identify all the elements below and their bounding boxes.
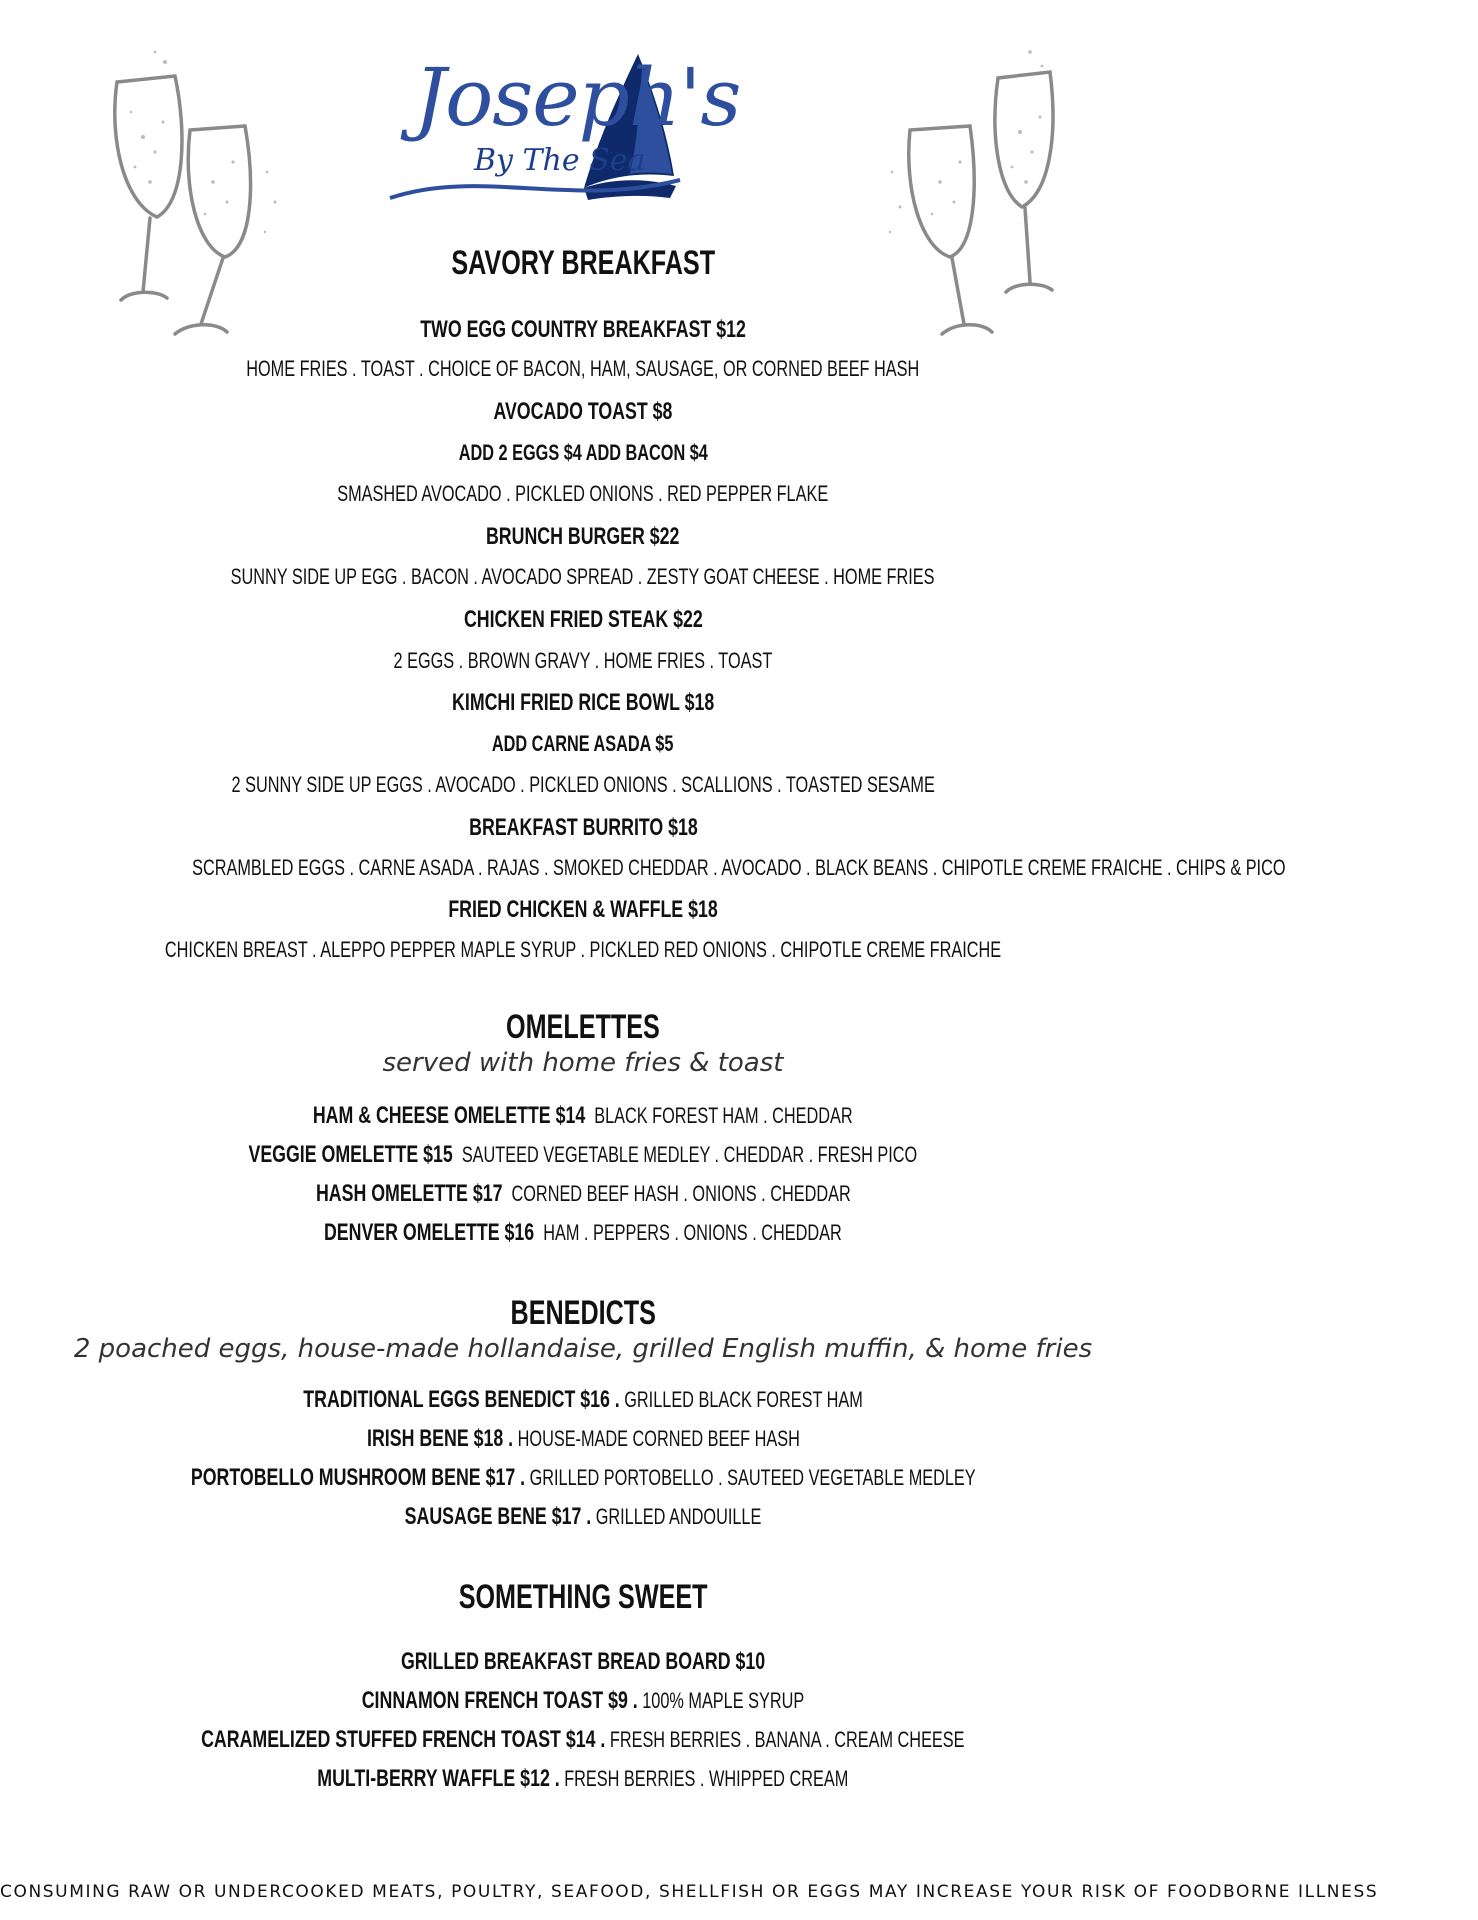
brand-tagline: By The Sea bbox=[474, 143, 646, 178]
section-subtitle-benedicts: 2 poached eggs, house-made hollandaise, grilled English muffin, & home fries bbox=[73, 1334, 1093, 1364]
item-name: CARAMELIZED STUFFED FRENCH TOAST $14 . bbox=[201, 1726, 606, 1753]
item-desc: BLACK FOREST HAM . CHEDDAR bbox=[594, 1103, 853, 1128]
item-name: HASH OMELETTE $17 bbox=[315, 1180, 503, 1207]
omelette-item bbox=[0, 1141, 1166, 1169]
menu-item-name: BRUNCH BURGER $22 bbox=[486, 523, 680, 550]
menu-item-desc: HOME FRIES . TOAST . CHOICE OF BACON, HAM, SAUSAGE, OR CORNED BEEF HASH bbox=[246, 356, 920, 381]
benedict-item bbox=[0, 1386, 1166, 1414]
footer-disclaimer: CONSUMING RAW OR UNDERCOOKED MEATS, POULTRY, SEAFOOD, SHELLFISH OR EGGS MAY INCREASE YOUR RISK OF FOODBORNE ILLNESS bbox=[0, 1882, 1379, 1902]
item-desc: GRILLED BLACK FOREST HAM bbox=[624, 1387, 863, 1412]
item-name: PORTOBELLO MUSHROOM BENE $17 . bbox=[190, 1464, 525, 1491]
item-desc: GRILLED PORTOBELLO . SAUTEED VEGETABLE MEDLEY bbox=[529, 1465, 976, 1490]
item-desc: CORNED BEEF HASH . ONIONS . CHEDDAR bbox=[511, 1181, 851, 1206]
item-name: VEGGIE OMELETTE $15 bbox=[248, 1141, 453, 1168]
benedict-item bbox=[0, 1464, 1166, 1492]
item-name: SAUSAGE BENE $17 . bbox=[404, 1503, 592, 1530]
item-desc: GRILLED ANDOUILLE bbox=[595, 1504, 762, 1529]
menu-item-name: BREAKFAST BURRITO $18 bbox=[468, 814, 698, 841]
item-name: GRILLED BREAKFAST BREAD BOARD $10 bbox=[400, 1648, 766, 1675]
menu-item-desc: CHICKEN BREAST . ALEPPO PEPPER MAPLE SYRUP . PICKLED RED ONIONS . CHIPOTLE CREME FRAICHE bbox=[164, 937, 1002, 962]
omelette-item bbox=[0, 1219, 1166, 1247]
sweet-item bbox=[0, 1726, 1166, 1754]
item-name: MULTI-BERRY WAFFLE $12 . bbox=[317, 1765, 560, 1792]
menu-item-name: AVOCADO TOAST $8 bbox=[493, 398, 673, 425]
item-desc: SAUTEED VEGETABLE MEDLEY . CHEDDAR . FRESH PICO bbox=[461, 1142, 918, 1167]
omelette-item bbox=[0, 1102, 1166, 1130]
sweet-item bbox=[0, 1765, 1166, 1793]
menu-item-desc: SCRAMBLED EGGS . CARNE ASADA . RAJAS . SMOKED CHEDDAR . AVOCADO . BLACK BEANS . CHIPOTLE CREME FRAICHE . CHIPS & PICO bbox=[192, 855, 1286, 880]
section-title-sweet: SOMETHING SWEET bbox=[458, 1578, 708, 1616]
item-desc: FRESH BERRIES . BANANA . CREAM CHEESE bbox=[610, 1727, 965, 1752]
item-desc: HAM . PEPPERS . ONIONS . CHEDDAR bbox=[543, 1220, 842, 1245]
menu-item-desc: 2 EGGS . BROWN GRAVY . HOME FRIES . TOAST bbox=[393, 648, 773, 673]
section-title-savory: SAVORY BREAKFAST bbox=[451, 244, 715, 282]
champagne-glasses-icon bbox=[880, 42, 1070, 342]
item-name: DENVER OMELETTE $16 bbox=[324, 1219, 535, 1246]
menu-item-desc: SUNNY SIDE UP EGG . BACON . AVOCADO SPREAD . ZESTY GOAT CHEESE . HOME FRIES bbox=[231, 564, 935, 589]
sweet-item bbox=[0, 1648, 1166, 1676]
menu-item-name: KIMCHI FRIED RICE BOWL $18 bbox=[451, 689, 715, 716]
item-desc: FRESH BERRIES . WHIPPED CREAM bbox=[564, 1766, 849, 1791]
sweet-item bbox=[0, 1687, 1166, 1715]
section-subtitle-omelettes: served with home fries & toast bbox=[382, 1048, 784, 1078]
item-name: TRADITIONAL EGGS BENEDICT $16 . bbox=[303, 1386, 620, 1413]
menu-item-desc: 2 SUNNY SIDE UP EGGS . AVOCADO . PICKLED ONIONS . SCALLIONS . TOASTED SESAME bbox=[231, 772, 935, 797]
omelette-item bbox=[0, 1180, 1166, 1208]
benedict-item bbox=[0, 1425, 1166, 1453]
item-name: HAM & CHEESE OMELETTE $14 bbox=[313, 1102, 586, 1129]
item-desc: HOUSE-MADE CORNED BEEF HASH bbox=[517, 1426, 800, 1451]
section-title-benedicts: BENEDICTS bbox=[510, 1294, 656, 1332]
menu-item-addon: ADD 2 EGGS $4 ADD BACON $4 bbox=[458, 440, 708, 465]
section-title-omelettes: OMELETTES bbox=[506, 1008, 660, 1046]
champagne-glasses-icon bbox=[105, 42, 295, 342]
menu-item-addon: ADD CARNE ASADA $5 bbox=[492, 731, 674, 756]
menu-item-name: CHICKEN FRIED STEAK $22 bbox=[463, 606, 703, 633]
menu-item-desc: SMASHED AVOCADO . PICKLED ONIONS . RED PEPPER FLAKE bbox=[337, 481, 829, 506]
item-name: IRISH BENE $18 . bbox=[366, 1425, 513, 1452]
menu-item-name: FRIED CHICKEN & WAFFLE $18 bbox=[448, 896, 718, 923]
menu-item-name: TWO EGG COUNTRY BREAKFAST $12 bbox=[420, 316, 746, 343]
logo bbox=[380, 48, 786, 208]
item-desc: 100% MAPLE SYRUP bbox=[642, 1688, 805, 1713]
brand-name: Joseph's bbox=[414, 51, 741, 144]
item-name: CINNAMON FRENCH TOAST $9 . bbox=[361, 1687, 638, 1714]
benedict-item bbox=[0, 1503, 1166, 1531]
